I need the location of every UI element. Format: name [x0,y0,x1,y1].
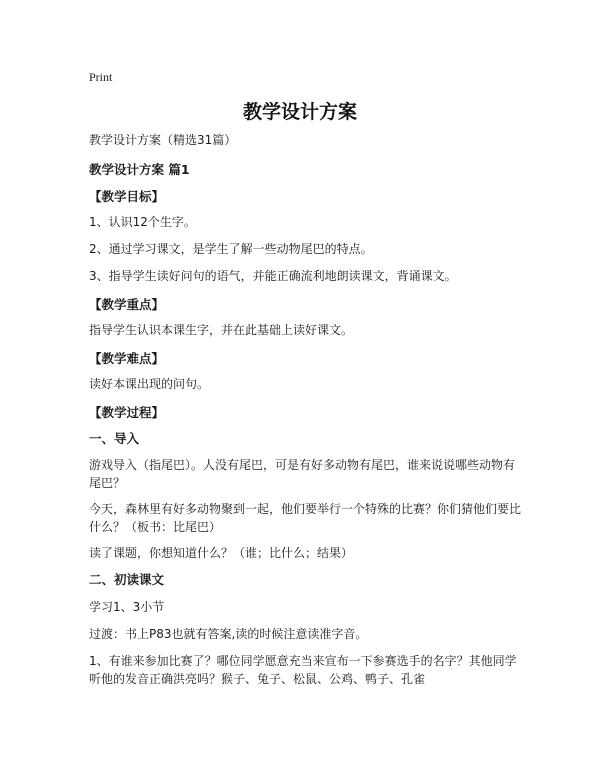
difficulty-heading: 【教学难点】 [89,351,165,366]
difficulty-text: 读好本课出现的问句。 [89,377,210,391]
step1-paragraph-2-line-1: 今天，森林里有好多动物聚到一起，他们要举行一个特殊的比赛？你们猜他们要比 [89,502,522,516]
goals-heading: 【教学目标】 [89,189,165,204]
step2-line-1: 学习1、3小节 [89,600,165,614]
step1-paragraph-1-line-2: 尾巴？ [89,476,126,490]
goal-item-3: 3、指导学生读好问句的语气，并能正确流利地朗读课文，背诵课文。 [89,269,457,283]
step2-line-2: 过渡：书上P83也就有答案,读的时候注意读准字音。 [89,627,368,641]
step1-paragraph-1-line-1: 游戏导入（指尾巴）。人没有尾巴，可是有好多动物有尾巴，谁来说说哪些动物有 [89,458,516,472]
step1-paragraph-3: 读了课题，你想知道什么？（谁；比什么；结果） [89,546,354,560]
step2-heading: 二、初读课文 [89,572,165,587]
key-points-text: 指导学生认识本课生字，并在此基础上读好课文。 [89,323,354,337]
document-title: 教学设计方案 [242,101,357,123]
step1-heading: 一、导入 [89,431,140,446]
goal-item-2: 2、通过学习课文，是学生了解一些动物尾巴的特点。 [89,242,373,256]
document-subtitle: 教学设计方案（精选31篇） [89,133,237,147]
step1-paragraph-2-line-2: 什么？（板书：比尾巴） [89,520,222,534]
section-title: 教学设计方案 篇1 [89,162,190,177]
step2-paragraph-line-1: 1、有谁来参加比赛了？哪位同学愿意充当来宣布一下参赛选手的名字？其他同学 [89,654,517,668]
print-label: Print [89,70,113,84]
key-points-heading: 【教学重点】 [89,297,165,312]
process-heading: 【教学过程】 [89,405,165,420]
step2-paragraph-line-2: 听他的发音正确洪亮吗？猴子、兔子、松鼠、公鸡、鸭子、孔雀 [89,672,426,686]
goal-item-1: 1、认识12个生字。 [89,215,196,229]
